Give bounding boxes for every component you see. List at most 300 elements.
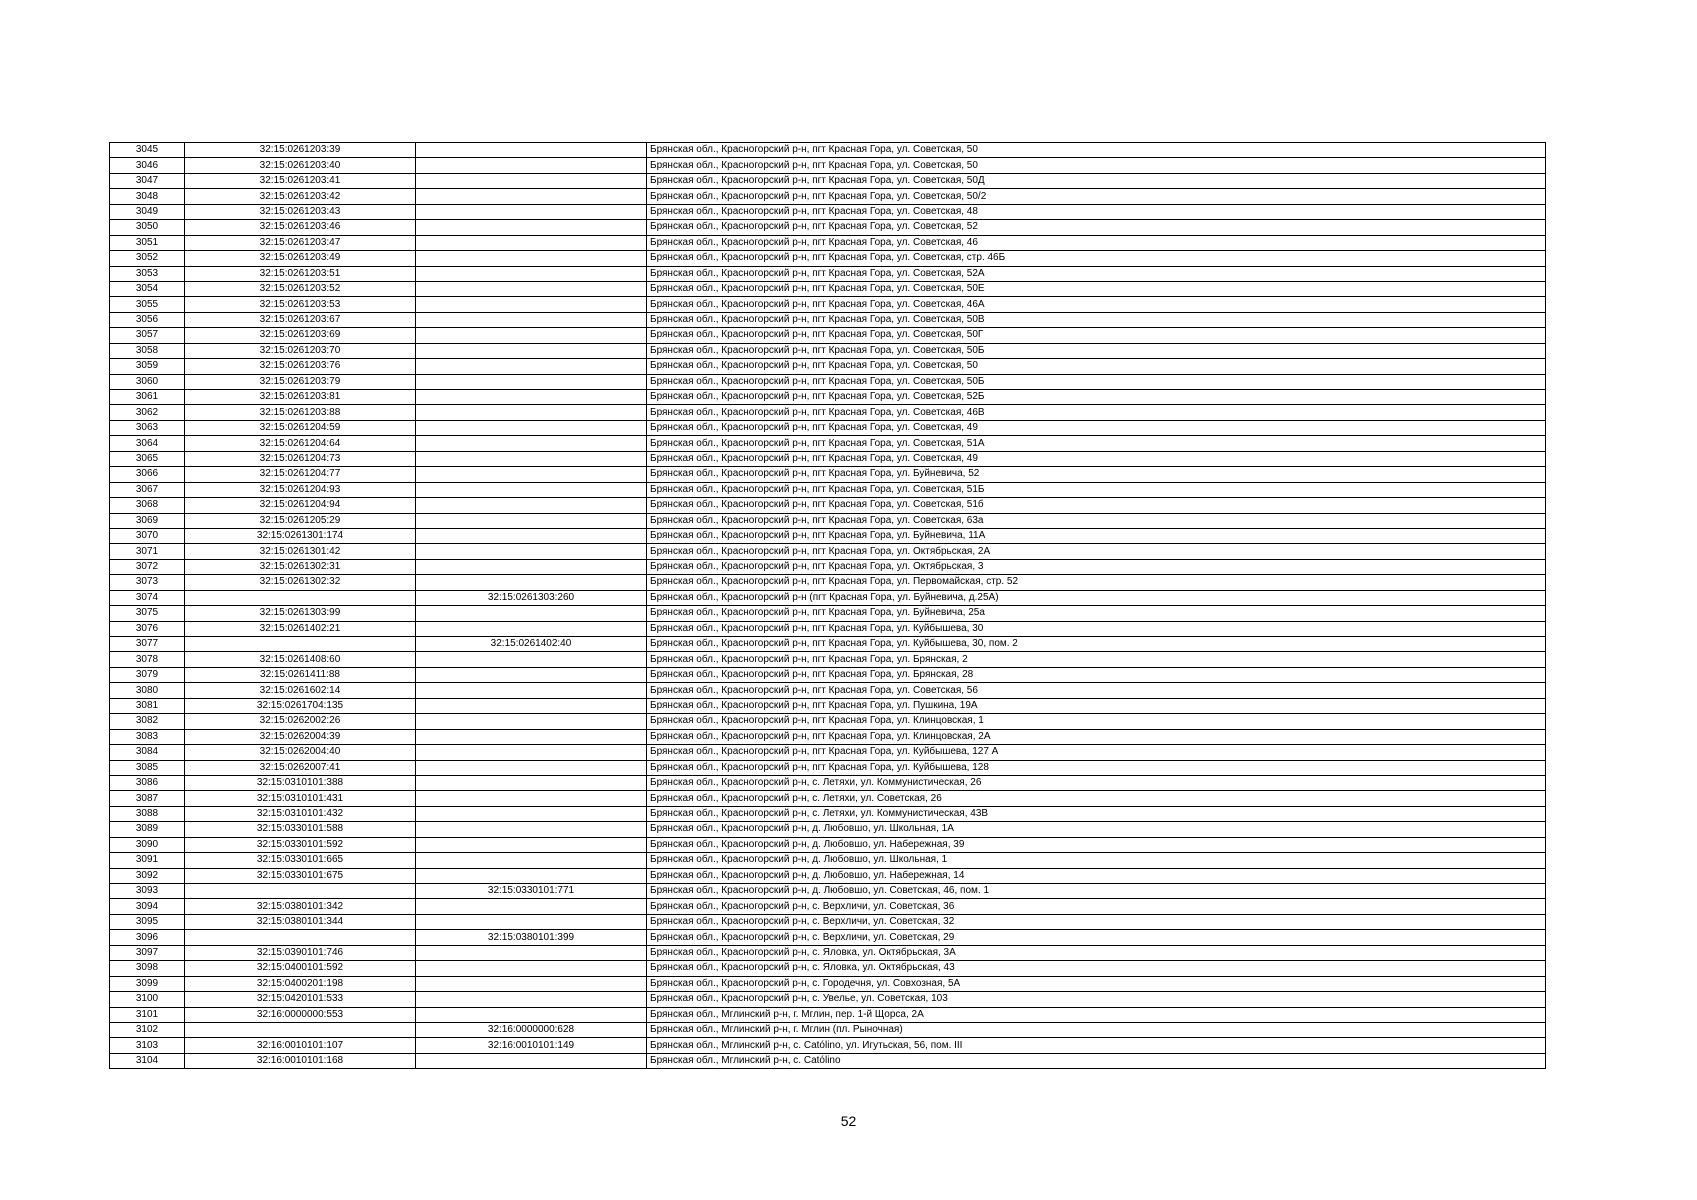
row-number-cell: 3104: [110, 1053, 185, 1068]
address-cell: Брянская обл., Красногорский р-н, с. Летяхи, ул. Коммунистическая, 26: [647, 775, 1546, 790]
parent-cadastral-number-cell: 32:16:0010101:149: [416, 1038, 647, 1053]
address-cell: Брянская обл., Красногорский р-н, пгт Красная Гора, ул. Клинцовская, 2А: [647, 729, 1546, 744]
parent-cadastral-number-cell: [416, 312, 647, 327]
cadastral-number-cell: 32:15:0261203:79: [185, 374, 416, 389]
cadastral-number-cell: 32:15:0420101:533: [185, 992, 416, 1007]
address-cell: Брянская обл., Красногорский р-н, пгт Красная Гора, ул. Брянская, 28: [647, 667, 1546, 682]
cadastral-number-cell: 32:15:0400201:198: [185, 976, 416, 991]
cadastral-number-cell: [185, 930, 416, 945]
table-row: [110, 513, 1546, 528]
row-number-cell: 3071: [110, 544, 185, 559]
parent-cadastral-number-cell: [416, 189, 647, 204]
address-cell: Брянская обл., Красногорский р-н, пгт Красная Гора, ул. Октябрьская, 2А: [647, 544, 1546, 559]
parent-cadastral-number-cell: [416, 544, 647, 559]
cadastral-number-cell: 32:15:0261203:47: [185, 235, 416, 250]
parent-cadastral-number-cell: [416, 868, 647, 883]
row-number-cell: 3060: [110, 374, 185, 389]
address-cell: Брянская обл., Красногорский р-н, д. Любовшо, ул. Набережная, 14: [647, 868, 1546, 883]
parent-cadastral-number-cell: [416, 899, 647, 914]
table-row: [110, 482, 1546, 497]
parent-cadastral-number-cell: [416, 1007, 647, 1022]
address-cell: Брянская обл., Красногорский р-н, пгт Красная Гора, ул. Советская, 50Е: [647, 281, 1546, 296]
table-row: [110, 359, 1546, 374]
row-number-cell: 3077: [110, 637, 185, 652]
cadastral-number-cell: 32:15:0261203:46: [185, 220, 416, 235]
address-cell: Брянская обл., Красногорский р-н, пгт Красная Гора, ул. Советская, стр. 46Б: [647, 251, 1546, 266]
cadastral-number-cell: [185, 637, 416, 652]
address-cell: Брянская обл., Красногорский р-н, пгт Красная Гора, ул. Куйбышева, 30: [647, 621, 1546, 636]
parent-cadastral-number-cell: [416, 420, 647, 435]
table-row: [110, 621, 1546, 636]
row-number-cell: 3092: [110, 868, 185, 883]
row-number-cell: 3056: [110, 312, 185, 327]
row-number-cell: 3049: [110, 204, 185, 219]
row-number-cell: 3048: [110, 189, 185, 204]
row-number-cell: 3095: [110, 914, 185, 929]
cadastral-number-cell: 32:15:0310101:388: [185, 775, 416, 790]
cadastral-number-cell: 32:15:0261204:77: [185, 467, 416, 482]
address-cell: Брянская обл., Мглинский р-н, с. Católino: [647, 1053, 1546, 1068]
parent-cadastral-number-cell: [416, 251, 647, 266]
table-row: [110, 992, 1546, 1007]
address-cell: Брянская обл., Красногорский р-н, пгт Красная Гора, ул. Советская, 50: [647, 143, 1546, 158]
table-row: [110, 914, 1546, 929]
cadastral-number-cell: 32:15:0261203:40: [185, 158, 416, 173]
row-number-cell: 3099: [110, 976, 185, 991]
cadastral-number-cell: 32:15:0262007:41: [185, 760, 416, 775]
parent-cadastral-number-cell: [416, 745, 647, 760]
parent-cadastral-number-cell: [416, 760, 647, 775]
property-table: [109, 142, 1546, 1069]
table-row: [110, 637, 1546, 652]
table-row: [110, 884, 1546, 899]
row-number-cell: 3097: [110, 945, 185, 960]
parent-cadastral-number-cell: [416, 606, 647, 621]
table-row: [110, 729, 1546, 744]
table-row: [110, 775, 1546, 790]
row-number-cell: 3080: [110, 683, 185, 698]
cadastral-number-cell: 32:15:0261204:64: [185, 436, 416, 451]
page-number: 52: [840, 1113, 857, 1129]
parent-cadastral-number-cell: [416, 992, 647, 1007]
cadastral-number-cell: 32:15:0261203:67: [185, 312, 416, 327]
parent-cadastral-number-cell: [416, 729, 647, 744]
cadastral-number-cell: 32:15:0400101:592: [185, 961, 416, 976]
address-cell: Брянская обл., Красногорский р-н, д. Любовшо, ул. Советская, 46, пом. 1: [647, 884, 1546, 899]
parent-cadastral-number-cell: [416, 961, 647, 976]
row-number-cell: 3085: [110, 760, 185, 775]
parent-cadastral-number-cell: [416, 451, 647, 466]
address-cell: Брянская обл., Красногорский р-н, пгт Красная Гора, ул. Советская, 52Б: [647, 390, 1546, 405]
table-row: [110, 528, 1546, 543]
row-number-cell: 3065: [110, 451, 185, 466]
address-cell: Брянская обл., Красногорский р-н, д. Любовшо, ул. Набережная, 39: [647, 837, 1546, 852]
cadastral-number-cell: 32:15:0261203:41: [185, 173, 416, 188]
cadastral-number-cell: 32:15:0380101:344: [185, 914, 416, 929]
parent-cadastral-number-cell: [416, 667, 647, 682]
address-cell: Брянская обл., Красногорский р-н, пгт Красная Гора, ул. Брянская, 2: [647, 652, 1546, 667]
table-row: [110, 405, 1546, 420]
parent-cadastral-number-cell: [416, 683, 647, 698]
row-number-cell: 3076: [110, 621, 185, 636]
table-row: [110, 698, 1546, 713]
cadastral-number-cell: 32:15:0261204:59: [185, 420, 416, 435]
row-number-cell: 3067: [110, 482, 185, 497]
parent-cadastral-number-cell: [416, 698, 647, 713]
cadastral-number-cell: 32:15:0261203:49: [185, 251, 416, 266]
parent-cadastral-number-cell: [416, 220, 647, 235]
cadastral-number-cell: 32:15:0261203:69: [185, 328, 416, 343]
row-number-cell: 3079: [110, 667, 185, 682]
table-row: [110, 976, 1546, 991]
address-cell: Брянская обл., Красногорский р-н, пгт Красная Гора, ул. Куйбышева, 128: [647, 760, 1546, 775]
address-cell: Брянская обл., Красногорский р-н, пгт Красная Гора, ул. Советская, 50: [647, 158, 1546, 173]
cadastral-number-cell: 32:15:0261408:60: [185, 652, 416, 667]
parent-cadastral-number-cell: 32:15:0261303:260: [416, 590, 647, 605]
table-row: [110, 281, 1546, 296]
cadastral-number-cell: 32:15:0380101:342: [185, 899, 416, 914]
table-row: [110, 420, 1546, 435]
parent-cadastral-number-cell: [416, 528, 647, 543]
address-cell: Брянская обл., Красногорский р-н, пгт Красная Гора, ул. Советская, 50Б: [647, 374, 1546, 389]
table-row: [110, 837, 1546, 852]
address-cell: Брянская обл., Красногорский р-н, пгт Красная Гора, ул. Советская, 50Д: [647, 173, 1546, 188]
cadastral-number-cell: 32:15:0261204:94: [185, 498, 416, 513]
row-number-cell: 3078: [110, 652, 185, 667]
cadastral-number-cell: [185, 884, 416, 899]
address-cell: Брянская обл., Красногорский р-н, пгт Красная Гора, ул. Куйбышева, 127 А: [647, 745, 1546, 760]
table-row: [110, 683, 1546, 698]
parent-cadastral-number-cell: [416, 853, 647, 868]
cadastral-number-cell: 32:15:0310101:432: [185, 806, 416, 821]
address-cell: Брянская обл., Мглинский р-н, г. Мглин, пер. 1-й Щорса, 2А: [647, 1007, 1546, 1022]
cadastral-number-cell: 32:15:0261203:39: [185, 143, 416, 158]
address-cell: Брянская обл., Красногорский р-н, пгт Красная Гора, ул. Первомайская, стр. 52: [647, 575, 1546, 590]
table-row: [110, 158, 1546, 173]
parent-cadastral-number-cell: 32:16:0000000:628: [416, 1022, 647, 1037]
address-cell: Брянская обл., Красногорский р-н, пгт Красная Гора, ул. Советская, 50/2: [647, 189, 1546, 204]
address-cell: Брянская обл., Красногорский р-н, с. Летяхи, ул. Коммунистическая, 43В: [647, 806, 1546, 821]
table-row: [110, 667, 1546, 682]
table-row: [110, 1038, 1546, 1053]
row-number-cell: 3066: [110, 467, 185, 482]
address-cell: Брянская обл., Красногорский р-н, д. Любовшо, ул. Школьная, 1А: [647, 822, 1546, 837]
table-row: [110, 498, 1546, 513]
parent-cadastral-number-cell: [416, 714, 647, 729]
address-cell: Брянская обл., Красногорский р-н, пгт Красная Гора, ул. Советская, 56: [647, 683, 1546, 698]
table-row: [110, 297, 1546, 312]
address-cell: Брянская обл., Красногорский р-н, пгт Красная Гора, ул. Советская, 51б: [647, 498, 1546, 513]
cadastral-number-cell: 32:15:0261302:32: [185, 575, 416, 590]
address-cell: Брянская обл., Красногорский р-н, с. Городечня, ул. Совхозная, 5А: [647, 976, 1546, 991]
parent-cadastral-number-cell: [416, 822, 647, 837]
parent-cadastral-number-cell: 32:15:0330101:771: [416, 884, 647, 899]
address-cell: Брянская обл., Мглинский р-н, с. Católino, ул. Игутьская, 56, пом. III: [647, 1038, 1546, 1053]
cadastral-number-cell: 32:15:0330101:592: [185, 837, 416, 852]
table-row: [110, 1053, 1546, 1068]
address-cell: Брянская обл., Красногорский р-н, д. Любовшо, ул. Школьная, 1: [647, 853, 1546, 868]
address-cell: Брянская обл., Красногорский р-н, пгт Красная Гора, ул. Советская, 50Г: [647, 328, 1546, 343]
address-cell: Брянская обл., Красногорский р-н, пгт Красная Гора, ул. Советская, 50Б: [647, 343, 1546, 358]
row-number-cell: 3074: [110, 590, 185, 605]
parent-cadastral-number-cell: [416, 498, 647, 513]
parent-cadastral-number-cell: [416, 482, 647, 497]
parent-cadastral-number-cell: [416, 359, 647, 374]
address-cell: Брянская обл., Красногорский р-н, пгт Красная Гора, ул. Советская, 48: [647, 204, 1546, 219]
cadastral-number-cell: 32:15:0261301:174: [185, 528, 416, 543]
row-number-cell: 3088: [110, 806, 185, 821]
cadastral-number-cell: 32:15:0261204:93: [185, 482, 416, 497]
table-row: [110, 791, 1546, 806]
address-cell: Брянская обл., Красногорский р-н, пгт Красная Гора, ул. Советская, 52А: [647, 266, 1546, 281]
parent-cadastral-number-cell: [416, 297, 647, 312]
address-cell: Брянская обл., Красногорский р-н, пгт Красная Гора, ул. Советская, 51А: [647, 436, 1546, 451]
table-row: [110, 143, 1546, 158]
parent-cadastral-number-cell: [416, 559, 647, 574]
table-row: [110, 173, 1546, 188]
row-number-cell: 3053: [110, 266, 185, 281]
row-number-cell: 3051: [110, 235, 185, 250]
row-number-cell: 3089: [110, 822, 185, 837]
parent-cadastral-number-cell: [416, 235, 647, 250]
parent-cadastral-number-cell: 32:15:0261402:40: [416, 637, 647, 652]
address-cell: Брянская обл., Красногорский р-н, пгт Красная Гора, ул. Советская, 49: [647, 420, 1546, 435]
cadastral-number-cell: 32:15:0261203:88: [185, 405, 416, 420]
cadastral-number-cell: 32:15:0261203:81: [185, 390, 416, 405]
cadastral-number-cell: 32:15:0261402:21: [185, 621, 416, 636]
parent-cadastral-number-cell: [416, 513, 647, 528]
parent-cadastral-number-cell: [416, 1053, 647, 1068]
parent-cadastral-number-cell: 32:15:0380101:399: [416, 930, 647, 945]
cadastral-number-cell: 32:15:0261301:42: [185, 544, 416, 559]
address-cell: Брянская обл., Красногорский р-н, пгт Красная Гора, ул. Советская, 50: [647, 359, 1546, 374]
parent-cadastral-number-cell: [416, 143, 647, 158]
table-row: [110, 652, 1546, 667]
address-cell: Брянская обл., Красногорский р-н, с. Верхличи, ул. Советская, 29: [647, 930, 1546, 945]
cadastral-number-cell: 32:15:0261704:135: [185, 698, 416, 713]
cadastral-number-cell: 32:15:0261203:70: [185, 343, 416, 358]
address-cell: Брянская обл., Красногорский р-н, пгт Красная Гора, ул. Советская, 46А: [647, 297, 1546, 312]
cadastral-number-cell: 32:15:0330101:675: [185, 868, 416, 883]
parent-cadastral-number-cell: [416, 976, 647, 991]
cadastral-number-cell: 32:15:0261203:53: [185, 297, 416, 312]
row-number-cell: 3101: [110, 1007, 185, 1022]
table-row: [110, 451, 1546, 466]
parent-cadastral-number-cell: [416, 775, 647, 790]
row-number-cell: 3073: [110, 575, 185, 590]
table-row: [110, 945, 1546, 960]
table-row: [110, 930, 1546, 945]
parent-cadastral-number-cell: [416, 173, 647, 188]
table-row: [110, 606, 1546, 621]
cadastral-number-cell: 32:15:0262004:39: [185, 729, 416, 744]
parent-cadastral-number-cell: [416, 390, 647, 405]
row-number-cell: 3070: [110, 528, 185, 543]
row-number-cell: 3069: [110, 513, 185, 528]
cadastral-number-cell: 32:15:0261203:76: [185, 359, 416, 374]
address-cell: Брянская обл., Красногорский р-н, пгт Красная Гора, ул. Клинцовская, 1: [647, 714, 1546, 729]
parent-cadastral-number-cell: [416, 343, 647, 358]
table-row: [110, 1022, 1546, 1037]
parent-cadastral-number-cell: [416, 806, 647, 821]
table-row: [110, 220, 1546, 235]
table-body: [110, 143, 1546, 1069]
cadastral-number-cell: 32:16:0000000:553: [185, 1007, 416, 1022]
table-row: [110, 189, 1546, 204]
cadastral-number-cell: 32:16:0010101:107: [185, 1038, 416, 1053]
address-cell: Брянская обл., Красногорский р-н, с. Яловка, ул. Октябрьская, 43: [647, 961, 1546, 976]
address-cell: Брянская обл., Красногорский р-н, с. Увелье, ул. Советская, 103: [647, 992, 1546, 1007]
address-cell: Брянская обл., Мглинский р-н, г. Мглин (пл. Рыночная): [647, 1022, 1546, 1037]
row-number-cell: 3087: [110, 791, 185, 806]
parent-cadastral-number-cell: [416, 204, 647, 219]
parent-cadastral-number-cell: [416, 374, 647, 389]
parent-cadastral-number-cell: [416, 945, 647, 960]
table-row: [110, 760, 1546, 775]
parent-cadastral-number-cell: [416, 281, 647, 296]
row-number-cell: 3094: [110, 899, 185, 914]
cadastral-number-cell: 32:15:0390101:746: [185, 945, 416, 960]
parent-cadastral-number-cell: [416, 158, 647, 173]
cadastral-number-cell: 32:15:0262004:40: [185, 745, 416, 760]
table-row: [110, 806, 1546, 821]
parent-cadastral-number-cell: [416, 405, 647, 420]
cadastral-number-cell: 32:15:0261203:43: [185, 204, 416, 219]
row-number-cell: 3081: [110, 698, 185, 713]
table-row: [110, 544, 1546, 559]
cadastral-number-cell: 32:15:0261302:31: [185, 559, 416, 574]
address-cell: Брянская обл., Красногорский р-н, с. Летяхи, ул. Советская, 26: [647, 791, 1546, 806]
address-cell: Брянская обл., Красногорский р-н, пгт Красная Гора, ул. Буйневича, 11А: [647, 528, 1546, 543]
cadastral-number-cell: [185, 590, 416, 605]
row-number-cell: 3055: [110, 297, 185, 312]
table-row: [110, 961, 1546, 976]
address-cell: Брянская обл., Красногорский р-н, пгт Красная Гора, ул. Советская, 46В: [647, 405, 1546, 420]
table-row: [110, 575, 1546, 590]
table-row: [110, 328, 1546, 343]
cadastral-number-cell: 32:15:0261205:29: [185, 513, 416, 528]
row-number-cell: 3064: [110, 436, 185, 451]
address-cell: Брянская обл., Красногорский р-н, пгт Красная Гора, ул. Советская, 63а: [647, 513, 1546, 528]
cadastral-number-cell: 32:15:0261602:14: [185, 683, 416, 698]
table-row: [110, 390, 1546, 405]
parent-cadastral-number-cell: [416, 652, 647, 667]
address-cell: Брянская обл., Красногорский р-н, пгт Красная Гора, ул. Советская, 52: [647, 220, 1546, 235]
table-row: [110, 204, 1546, 219]
table-row: [110, 559, 1546, 574]
parent-cadastral-number-cell: [416, 266, 647, 281]
cadastral-number-cell: 32:15:0261203:52: [185, 281, 416, 296]
address-cell: Брянская обл., Красногорский р-н, пгт Красная Гора, ул. Советская, 49: [647, 451, 1546, 466]
cadastral-number-cell: 32:15:0310101:431: [185, 791, 416, 806]
row-number-cell: 3046: [110, 158, 185, 173]
row-number-cell: 3050: [110, 220, 185, 235]
row-number-cell: 3103: [110, 1038, 185, 1053]
row-number-cell: 3068: [110, 498, 185, 513]
row-number-cell: 3072: [110, 559, 185, 574]
cadastral-number-cell: [185, 1022, 416, 1037]
row-number-cell: 3058: [110, 343, 185, 358]
row-number-cell: 3045: [110, 143, 185, 158]
parent-cadastral-number-cell: [416, 914, 647, 929]
address-cell: Брянская обл., Красногорский р-н, с. Верхличи, ул. Советская, 36: [647, 899, 1546, 914]
row-number-cell: 3057: [110, 328, 185, 343]
row-number-cell: 3102: [110, 1022, 185, 1037]
table-row: [110, 899, 1546, 914]
table-row: [110, 312, 1546, 327]
parent-cadastral-number-cell: [416, 467, 647, 482]
row-number-cell: 3059: [110, 359, 185, 374]
table-row: [110, 714, 1546, 729]
address-cell: Брянская обл., Красногорский р-н (пгт Красная Гора, ул. Буйневича, д.25А): [647, 590, 1546, 605]
cadastral-number-cell: 32:15:0330101:665: [185, 853, 416, 868]
table-row: [110, 1007, 1546, 1022]
row-number-cell: 3082: [110, 714, 185, 729]
cadastral-number-cell: 32:15:0261203:51: [185, 266, 416, 281]
parent-cadastral-number-cell: [416, 575, 647, 590]
cadastral-number-cell: 32:15:0262002:26: [185, 714, 416, 729]
address-cell: Брянская обл., Красногорский р-н, пгт Красная Гора, ул. Буйневича, 25а: [647, 606, 1546, 621]
row-number-cell: 3054: [110, 281, 185, 296]
parent-cadastral-number-cell: [416, 791, 647, 806]
address-cell: Брянская обл., Красногорский р-н, пгт Красная Гора, ул. Октябрьская, 3: [647, 559, 1546, 574]
cadastral-number-cell: 32:15:0261204:73: [185, 451, 416, 466]
row-number-cell: 3086: [110, 775, 185, 790]
parent-cadastral-number-cell: [416, 436, 647, 451]
row-number-cell: 3083: [110, 729, 185, 744]
row-number-cell: 3093: [110, 884, 185, 899]
table-row: [110, 822, 1546, 837]
cadastral-number-cell: 32:15:0330101:588: [185, 822, 416, 837]
table-row: [110, 467, 1546, 482]
row-number-cell: 3047: [110, 173, 185, 188]
row-number-cell: 3052: [110, 251, 185, 266]
table-row: [110, 343, 1546, 358]
row-number-cell: 3090: [110, 837, 185, 852]
address-cell: Брянская обл., Красногорский р-н, пгт Красная Гора, ул. Пушкина, 19А: [647, 698, 1546, 713]
address-cell: Брянская обл., Красногорский р-н, пгт Красная Гора, ул. Советская, 51Б: [647, 482, 1546, 497]
address-cell: Брянская обл., Красногорский р-н, пгт Красная Гора, ул. Куйбышева, 30, пом. 2: [647, 637, 1546, 652]
table-row: [110, 868, 1546, 883]
table-row: [110, 251, 1546, 266]
parent-cadastral-number-cell: [416, 621, 647, 636]
address-cell: Брянская обл., Красногорский р-н, пгт Красная Гора, ул. Буйневича, 52: [647, 467, 1546, 482]
table-row: [110, 436, 1546, 451]
parent-cadastral-number-cell: [416, 328, 647, 343]
cadastral-number-cell: 32:15:0261203:42: [185, 189, 416, 204]
table-row: [110, 745, 1546, 760]
row-number-cell: 3091: [110, 853, 185, 868]
address-cell: Брянская обл., Красногорский р-н, с. Верхличи, ул. Советская, 32: [647, 914, 1546, 929]
table-row: [110, 235, 1546, 250]
address-cell: Брянская обл., Красногорский р-н, пгт Красная Гора, ул. Советская, 50В: [647, 312, 1546, 327]
table-row: [110, 590, 1546, 605]
table-row: [110, 266, 1546, 281]
row-number-cell: 3096: [110, 930, 185, 945]
address-cell: Брянская обл., Красногорский р-н, пгт Красная Гора, ул. Советская, 46: [647, 235, 1546, 250]
cadastral-number-cell: 32:16:0010101:168: [185, 1053, 416, 1068]
table-row: [110, 853, 1546, 868]
row-number-cell: 3098: [110, 961, 185, 976]
row-number-cell: 3061: [110, 390, 185, 405]
row-number-cell: 3075: [110, 606, 185, 621]
row-number-cell: 3063: [110, 420, 185, 435]
cadastral-number-cell: 32:15:0261303:99: [185, 606, 416, 621]
row-number-cell: 3062: [110, 405, 185, 420]
cadastral-number-cell: 32:15:0261411:88: [185, 667, 416, 682]
parent-cadastral-number-cell: [416, 837, 647, 852]
table-row: [110, 374, 1546, 389]
